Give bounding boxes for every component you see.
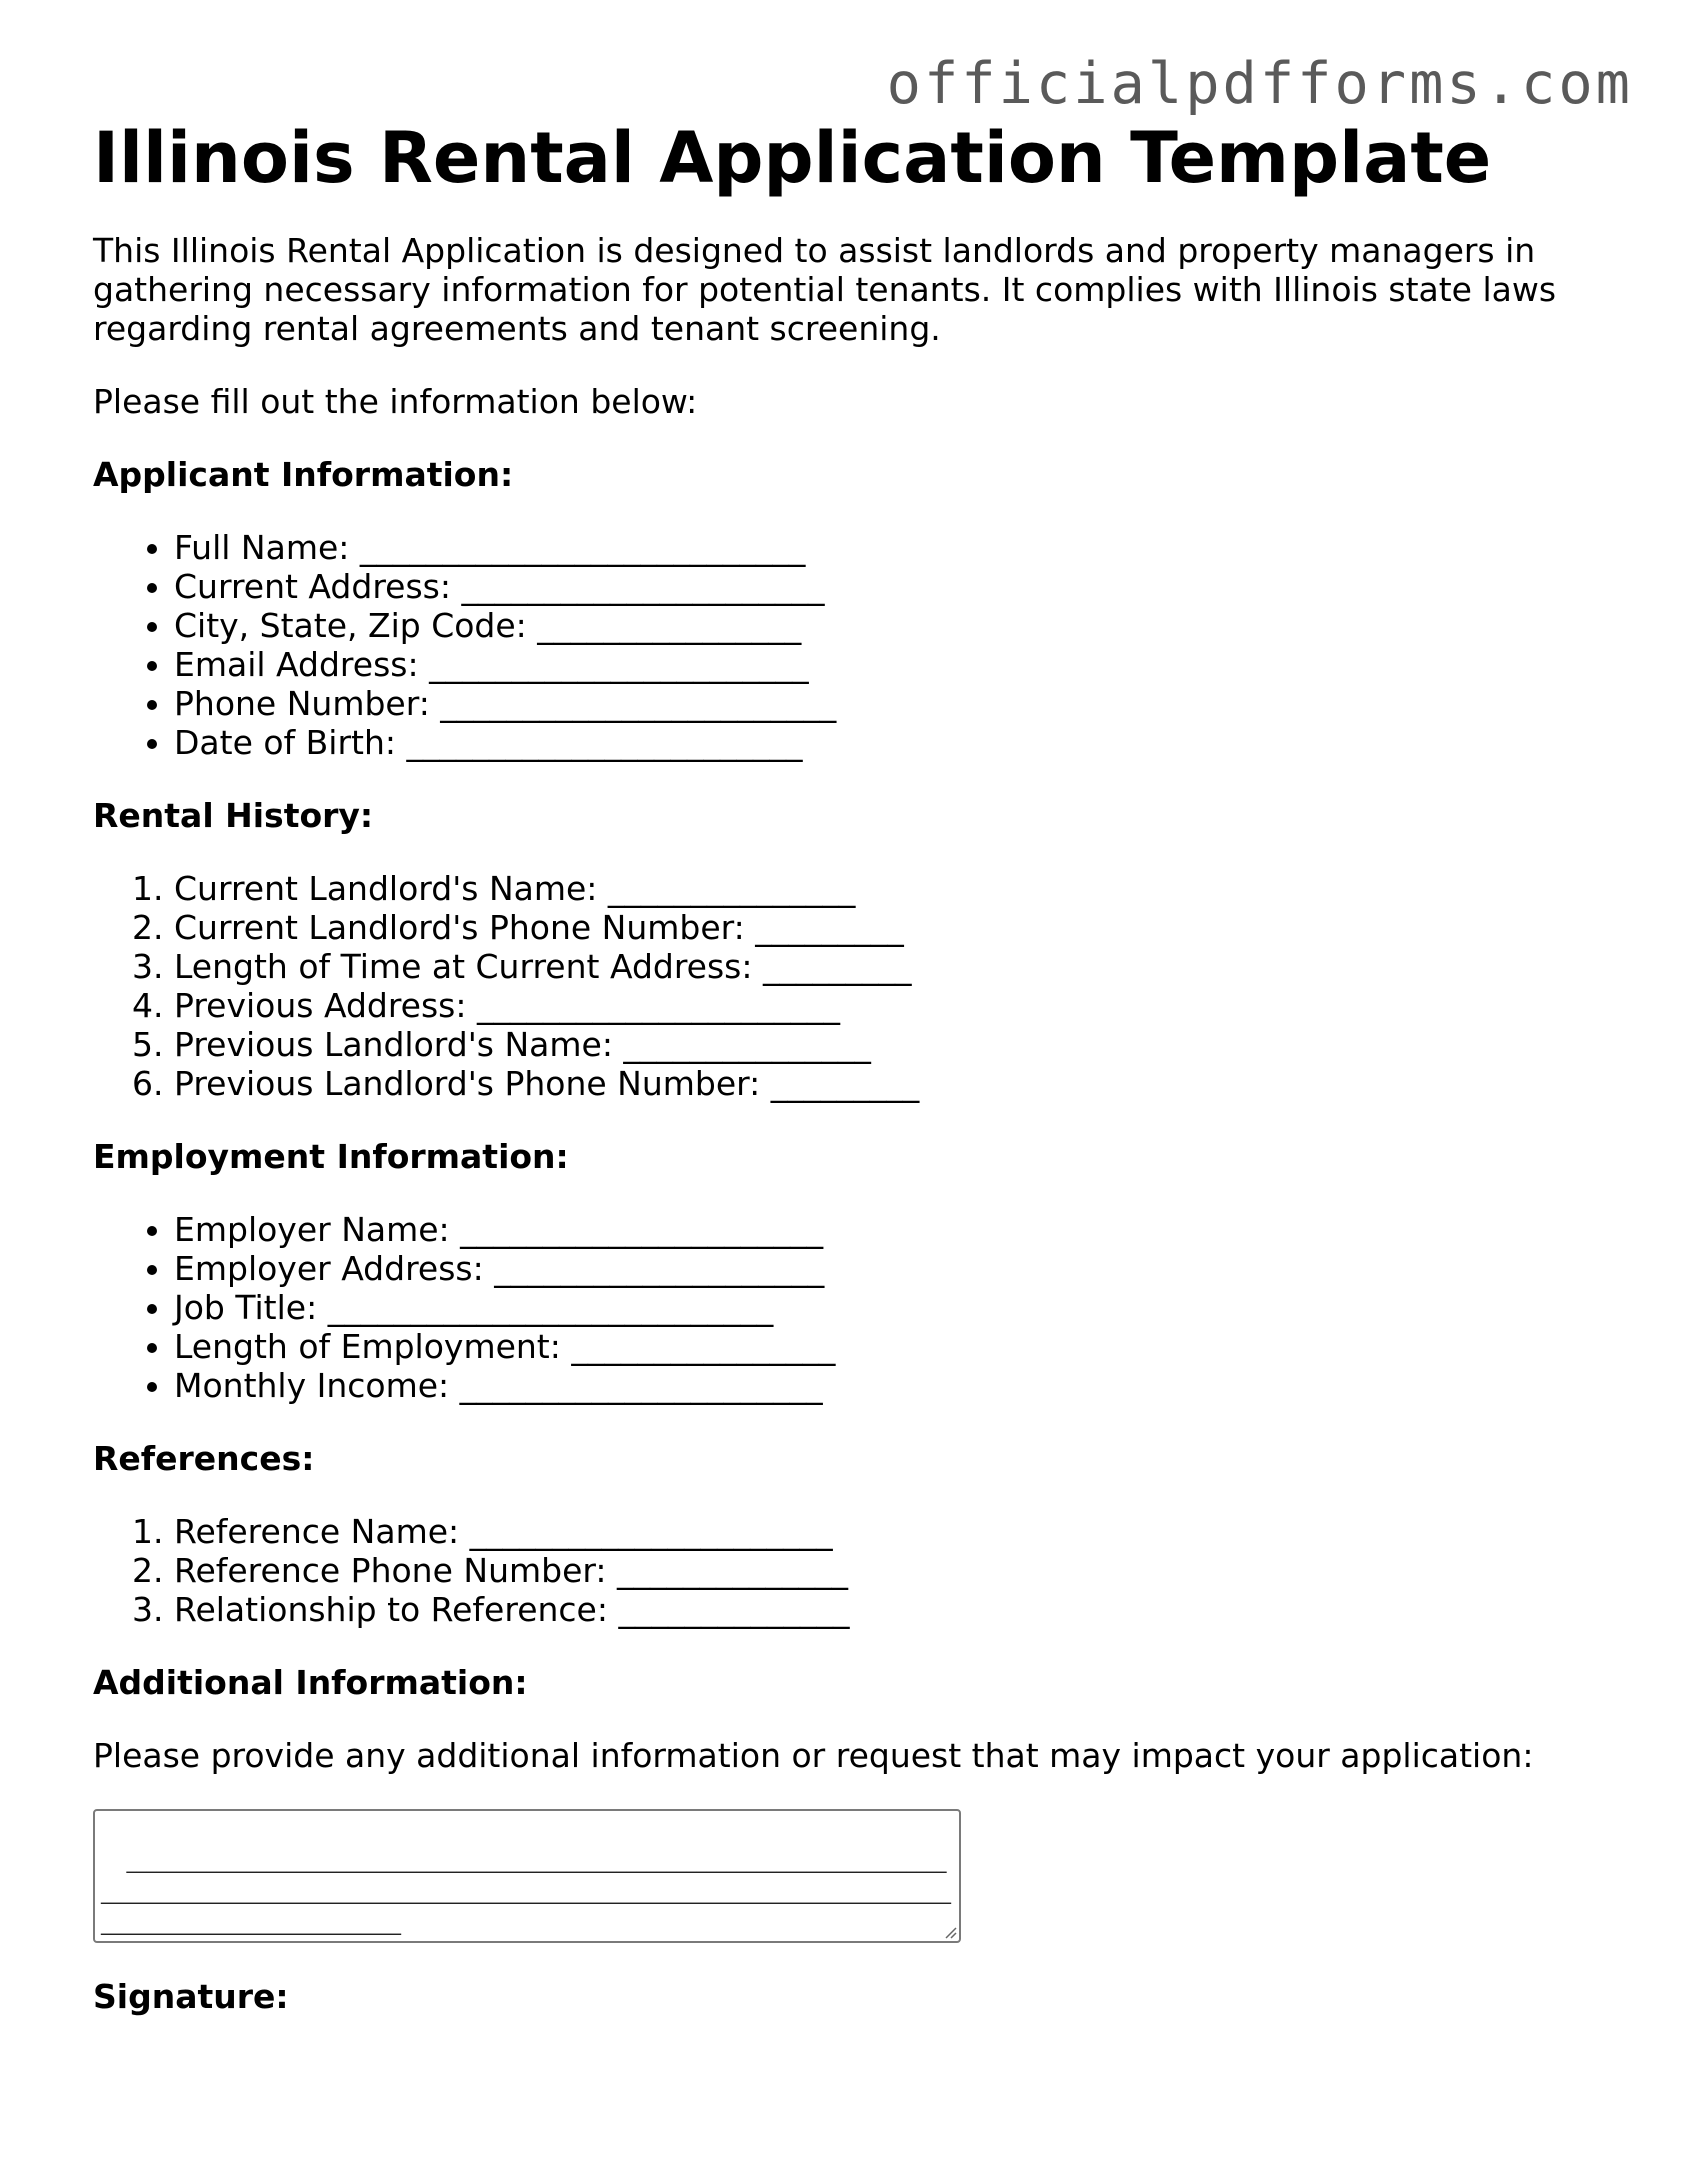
references-list: [93, 1512, 1613, 1629]
references-heading: References:: [93, 1439, 315, 1478]
list-item: • Phone Number: ________________________: [174, 684, 1613, 723]
list-item: • Employer Name: ______________________: [174, 1210, 1613, 1249]
applicant-information-list: [93, 528, 1613, 762]
signature-heading: Signature:: [93, 1977, 289, 2016]
list-item: 3. Length of Time at Current Address: _________: [174, 947, 1613, 986]
list-item: • Email Address: _______________________: [174, 645, 1613, 684]
list-item: 4. Previous Address: ______________________: [174, 986, 1613, 1025]
rental-history-heading: Rental History:: [93, 796, 374, 835]
additional-information-heading: Additional Information:: [93, 1663, 528, 1702]
rental-history-list: [93, 869, 1613, 1103]
list-item: • Full Name: ___________________________: [174, 528, 1613, 567]
list-item: • Date of Birth: ________________________: [174, 723, 1613, 762]
list-item: • Monthly Income: ______________________: [174, 1366, 1613, 1405]
list-item: 3. Relationship to Reference: ______________: [174, 1590, 1613, 1629]
list-item: 1. Reference Name: ______________________: [174, 1512, 1613, 1551]
page-title: Illinois Rental Application Template: [93, 117, 1492, 199]
intro-paragraph: This Illinois Rental Application is designed to assist landlords and property managers in gathering necessary information for potential tenants. It complies with Illinois state laws regarding rental agreements and tenant screening.: [93, 231, 1557, 348]
list-item: 1. Current Landlord's Name: _______________: [174, 869, 1613, 908]
textarea-value: _____________________________________________________________________________________________________________________________________________________________________________________________________: [101, 1849, 951, 1935]
employment-information-heading: Employment Information:: [93, 1137, 569, 1176]
fill-out-prompt: Please fill out the information below:: [93, 382, 698, 421]
list-item: 5. Previous Landlord's Name: _______________: [174, 1025, 1613, 1064]
list-item: • Job Title: ___________________________: [174, 1288, 1613, 1327]
list-item: • Length of Employment: ________________: [174, 1327, 1613, 1366]
list-item: • City, State, Zip Code: ________________: [174, 606, 1613, 645]
watermark-site-name: officialpdfforms.com: [886, 51, 1633, 117]
list-item: 2. Reference Phone Number: ______________: [174, 1551, 1613, 1590]
additional-information-prompt: Please provide any additional information or request that may impact your application:: [93, 1736, 1534, 1775]
list-item: • Employer Address: ____________________: [174, 1249, 1613, 1288]
additional-information-textarea[interactable]: [93, 1809, 961, 1943]
list-item: 6. Previous Landlord's Phone Number: _________: [174, 1064, 1613, 1103]
employment-information-list: [93, 1210, 1613, 1405]
rental-application-document: [93, 117, 1613, 2016]
list-item: • Current Address: ______________________: [174, 567, 1613, 606]
list-item: 2. Current Landlord's Phone Number: _________: [174, 908, 1613, 947]
resize-grip-icon[interactable]: [943, 1925, 957, 1939]
applicant-information-heading: Applicant Information:: [93, 455, 514, 494]
